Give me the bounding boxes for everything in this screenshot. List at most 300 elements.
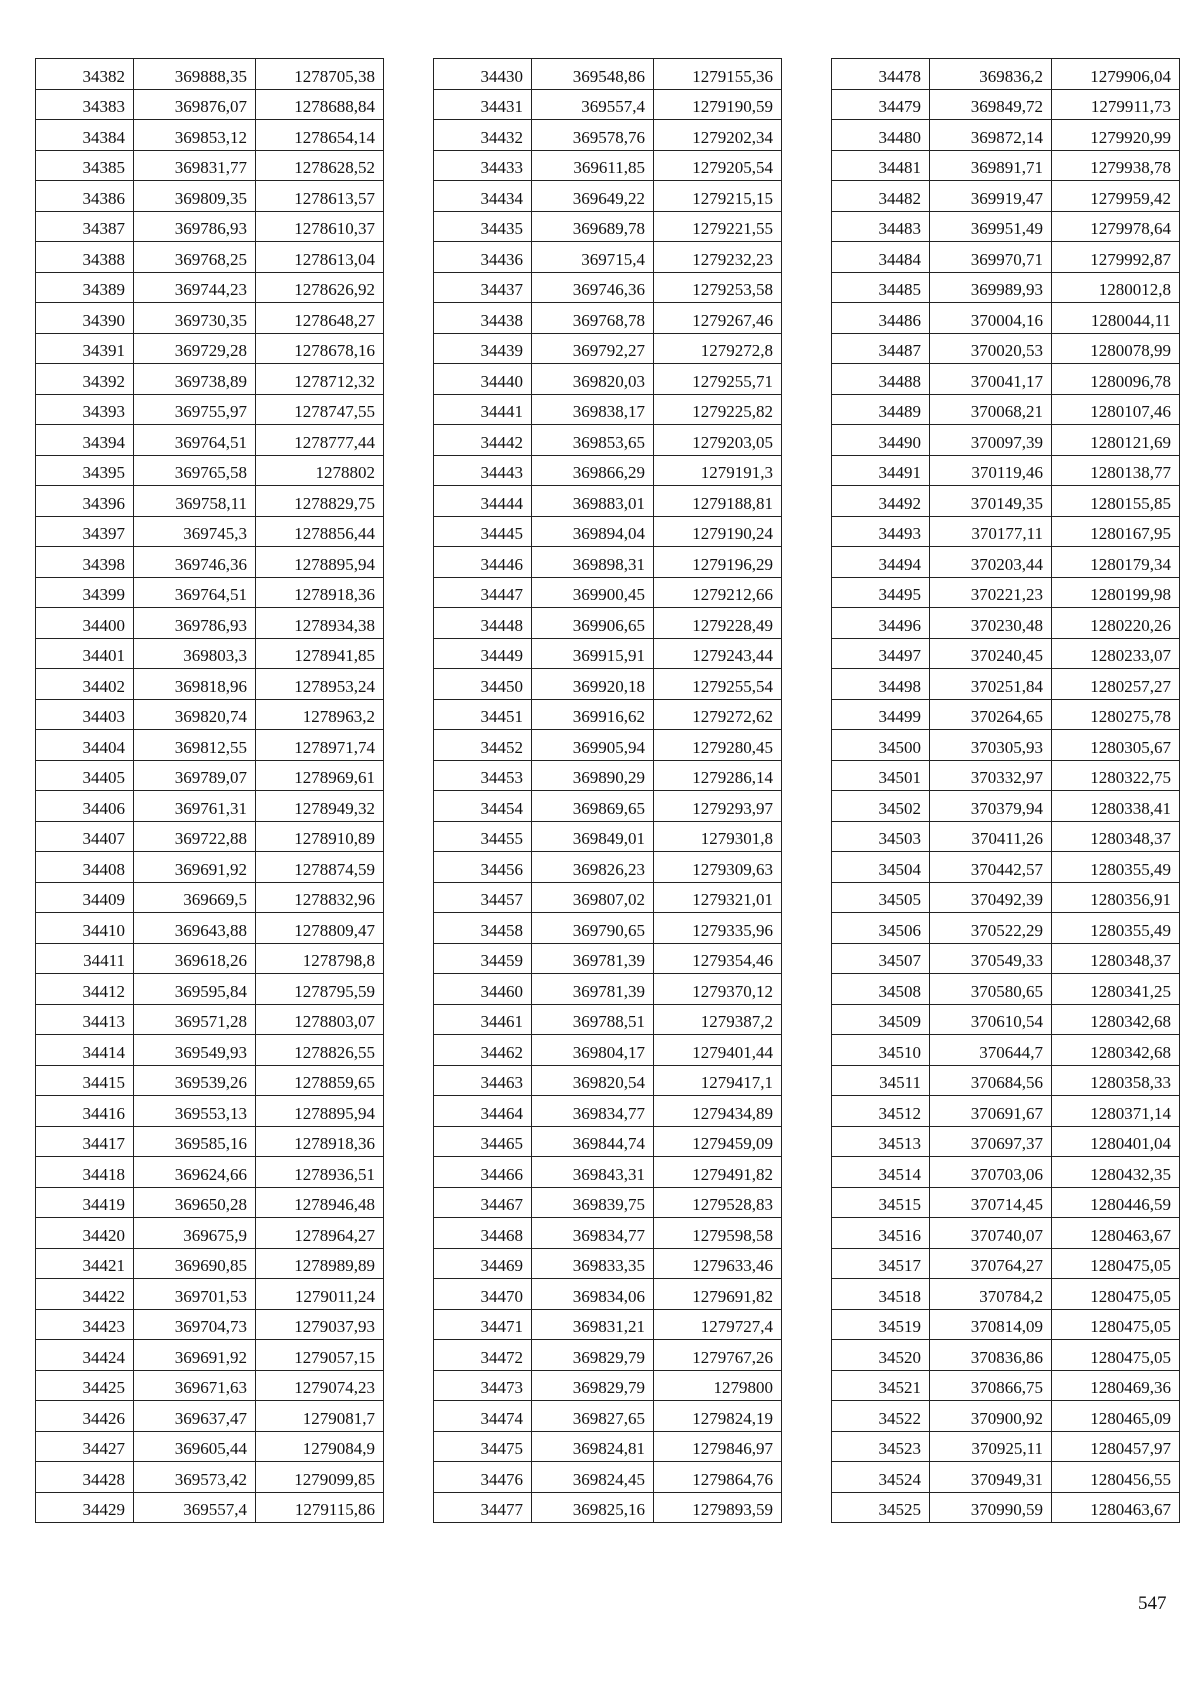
- x-coordinate-cell: 369761,31: [134, 791, 256, 822]
- point-number-cell: 34502: [832, 791, 930, 822]
- y-coordinate-cell: 1279370,12: [654, 974, 782, 1005]
- y-coordinate-cell: 1279354,46: [654, 943, 782, 974]
- point-number-cell: 34436: [434, 242, 532, 273]
- x-coordinate-cell: 370379,94: [930, 791, 1052, 822]
- point-number-cell: 34476: [434, 1462, 532, 1493]
- table-row: [832, 1096, 1180, 1127]
- x-coordinate-cell: 370610,54: [930, 1004, 1052, 1035]
- table-row: [434, 791, 782, 822]
- x-coordinate-cell: 369618,26: [134, 943, 256, 974]
- table-row: [434, 1096, 782, 1127]
- x-coordinate-cell: 370814,09: [930, 1309, 1052, 1340]
- x-coordinate-cell: 369764,51: [134, 577, 256, 608]
- table-row: [434, 1004, 782, 1035]
- x-coordinate-cell: 369853,65: [532, 425, 654, 456]
- table-row: [832, 1035, 1180, 1066]
- point-number-cell: 34384: [36, 120, 134, 151]
- x-coordinate-cell: 370697,37: [930, 1126, 1052, 1157]
- point-number-cell: 34442: [434, 425, 532, 456]
- point-number-cell: 34488: [832, 364, 930, 395]
- table-row: [434, 303, 782, 334]
- point-number-cell: 34485: [832, 272, 930, 303]
- point-number-cell: 34429: [36, 1492, 134, 1523]
- x-coordinate-cell: 370004,16: [930, 303, 1052, 334]
- point-number-cell: 34389: [36, 272, 134, 303]
- table-row: [434, 730, 782, 761]
- table-row: [832, 1462, 1180, 1493]
- x-coordinate-cell: 369548,86: [532, 59, 654, 90]
- y-coordinate-cell: 1279255,71: [654, 364, 782, 395]
- point-number-cell: 34388: [36, 242, 134, 273]
- y-coordinate-cell: 1280371,14: [1052, 1096, 1180, 1127]
- y-coordinate-cell: 1278969,61: [256, 760, 384, 791]
- x-coordinate-cell: 369755,97: [134, 394, 256, 425]
- table-row: [36, 272, 384, 303]
- table-row: [832, 638, 1180, 669]
- point-number-cell: 34439: [434, 333, 532, 364]
- x-coordinate-cell: 369900,45: [532, 577, 654, 608]
- x-coordinate-cell: 370764,27: [930, 1248, 1052, 1279]
- table-row: [832, 394, 1180, 425]
- y-coordinate-cell: 1278895,94: [256, 547, 384, 578]
- x-coordinate-cell: 369883,01: [532, 486, 654, 517]
- point-number-cell: 34424: [36, 1340, 134, 1371]
- x-coordinate-cell: 370866,75: [930, 1370, 1052, 1401]
- point-number-cell: 34494: [832, 547, 930, 578]
- table-row: [36, 181, 384, 212]
- y-coordinate-cell: 1280475,05: [1052, 1248, 1180, 1279]
- y-coordinate-cell: 1278963,2: [256, 699, 384, 730]
- point-number-cell: 34495: [832, 577, 930, 608]
- table-row: [434, 1340, 782, 1371]
- table-row: [434, 1248, 782, 1279]
- x-coordinate-cell: 370068,21: [930, 394, 1052, 425]
- point-number-cell: 34401: [36, 638, 134, 669]
- table-row: [434, 181, 782, 212]
- x-coordinate-cell: 369849,01: [532, 821, 654, 852]
- table-row: [832, 669, 1180, 700]
- y-coordinate-cell: 1278688,84: [256, 89, 384, 120]
- point-number-cell: 34434: [434, 181, 532, 212]
- table-row: [832, 59, 1180, 90]
- table-row: [434, 150, 782, 181]
- point-number-cell: 34444: [434, 486, 532, 517]
- point-number-cell: 34430: [434, 59, 532, 90]
- y-coordinate-cell: 1279057,15: [256, 1340, 384, 1371]
- point-number-cell: 34454: [434, 791, 532, 822]
- y-coordinate-cell: 1279864,76: [654, 1462, 782, 1493]
- x-coordinate-cell: 369919,47: [930, 181, 1052, 212]
- table-row: [36, 1248, 384, 1279]
- y-coordinate-cell: 1279286,14: [654, 760, 782, 791]
- y-coordinate-cell: 1278946,48: [256, 1187, 384, 1218]
- x-coordinate-cell: 369765,58: [134, 455, 256, 486]
- point-number-cell: 34499: [832, 699, 930, 730]
- table-row: [832, 882, 1180, 913]
- y-coordinate-cell: 1279335,96: [654, 913, 782, 944]
- x-coordinate-cell: 369869,65: [532, 791, 654, 822]
- y-coordinate-cell: 1278802: [256, 455, 384, 486]
- point-number-cell: 34413: [36, 1004, 134, 1035]
- point-number-cell: 34400: [36, 608, 134, 639]
- x-coordinate-cell: 369824,45: [532, 1462, 654, 1493]
- point-number-cell: 34477: [434, 1492, 532, 1523]
- y-coordinate-cell: 1279232,23: [654, 242, 782, 273]
- x-coordinate-cell: 370549,33: [930, 943, 1052, 974]
- table-row: [36, 1401, 384, 1432]
- x-coordinate-cell: 369888,35: [134, 59, 256, 90]
- x-coordinate-cell: 370251,84: [930, 669, 1052, 700]
- point-number-cell: 34514: [832, 1157, 930, 1188]
- y-coordinate-cell: 1279906,04: [1052, 59, 1180, 90]
- x-coordinate-cell: 369768,25: [134, 242, 256, 273]
- y-coordinate-cell: 1280358,33: [1052, 1065, 1180, 1096]
- x-coordinate-cell: 369701,53: [134, 1279, 256, 1310]
- table-row: [434, 272, 782, 303]
- x-coordinate-cell: 370442,57: [930, 852, 1052, 883]
- point-number-cell: 34412: [36, 974, 134, 1005]
- table-row: [434, 120, 782, 151]
- table-row: [36, 730, 384, 761]
- point-number-cell: 34490: [832, 425, 930, 456]
- table-row: [36, 1279, 384, 1310]
- table-row: [434, 669, 782, 700]
- y-coordinate-cell: 1279387,2: [654, 1004, 782, 1035]
- x-coordinate-cell: 369827,65: [532, 1401, 654, 1432]
- y-coordinate-cell: 1279155,36: [654, 59, 782, 90]
- point-number-cell: 34458: [434, 913, 532, 944]
- point-number-cell: 34441: [434, 394, 532, 425]
- y-coordinate-cell: 1280275,78: [1052, 699, 1180, 730]
- x-coordinate-cell: 369789,07: [134, 760, 256, 791]
- y-coordinate-cell: 1279221,55: [654, 211, 782, 242]
- x-coordinate-cell: 369876,07: [134, 89, 256, 120]
- x-coordinate-cell: 369781,39: [532, 974, 654, 1005]
- table-row: [434, 455, 782, 486]
- x-coordinate-cell: 369872,14: [930, 120, 1052, 151]
- point-number-cell: 34383: [36, 89, 134, 120]
- table-row: [36, 1126, 384, 1157]
- x-coordinate-cell: 370836,86: [930, 1340, 1052, 1371]
- table-row: [36, 425, 384, 456]
- point-number-cell: 34487: [832, 333, 930, 364]
- x-coordinate-cell: 370522,29: [930, 913, 1052, 944]
- point-number-cell: 34473: [434, 1370, 532, 1401]
- y-coordinate-cell: 1279824,19: [654, 1401, 782, 1432]
- y-coordinate-cell: 1280199,98: [1052, 577, 1180, 608]
- x-coordinate-cell: 369916,62: [532, 699, 654, 730]
- x-coordinate-cell: 370492,39: [930, 882, 1052, 913]
- point-number-cell: 34410: [36, 913, 134, 944]
- table-row: [832, 181, 1180, 212]
- point-number-cell: 34433: [434, 150, 532, 181]
- y-coordinate-cell: 1278712,32: [256, 364, 384, 395]
- x-coordinate-cell: 369833,35: [532, 1248, 654, 1279]
- table-row: [36, 516, 384, 547]
- x-coordinate-cell: 369853,12: [134, 120, 256, 151]
- y-coordinate-cell: 1278747,55: [256, 394, 384, 425]
- y-coordinate-cell: 1278859,65: [256, 1065, 384, 1096]
- point-number-cell: 34507: [832, 943, 930, 974]
- x-coordinate-cell: 369812,55: [134, 730, 256, 761]
- table-row: [36, 1035, 384, 1066]
- x-coordinate-cell: 369804,17: [532, 1035, 654, 1066]
- y-coordinate-cell: 1278613,57: [256, 181, 384, 212]
- x-coordinate-cell: 369553,13: [134, 1096, 256, 1127]
- point-number-cell: 34460: [434, 974, 532, 1005]
- x-coordinate-cell: 369691,92: [134, 1340, 256, 1371]
- y-coordinate-cell: 1279215,15: [654, 181, 782, 212]
- table-row: [36, 120, 384, 151]
- point-number-cell: 34435: [434, 211, 532, 242]
- table-row: [36, 913, 384, 944]
- point-number-cell: 34408: [36, 852, 134, 883]
- point-number-cell: 34462: [434, 1035, 532, 1066]
- point-number-cell: 34467: [434, 1187, 532, 1218]
- y-coordinate-cell: 1278918,36: [256, 1126, 384, 1157]
- point-number-cell: 34426: [36, 1401, 134, 1432]
- x-coordinate-cell: 369839,75: [532, 1187, 654, 1218]
- point-number-cell: 34438: [434, 303, 532, 334]
- coordinates-table-1: [35, 58, 384, 1523]
- table-row: [832, 1431, 1180, 1462]
- x-coordinate-cell: 370925,11: [930, 1431, 1052, 1462]
- y-coordinate-cell: 1279691,82: [654, 1279, 782, 1310]
- page-number: 547: [1138, 1593, 1167, 1614]
- point-number-cell: 34482: [832, 181, 930, 212]
- y-coordinate-cell: 1280044,11: [1052, 303, 1180, 334]
- x-coordinate-cell: 370332,97: [930, 760, 1052, 791]
- x-coordinate-cell: 369792,27: [532, 333, 654, 364]
- point-number-cell: 34516: [832, 1218, 930, 1249]
- y-coordinate-cell: 1278934,38: [256, 608, 384, 639]
- x-coordinate-cell: 369585,16: [134, 1126, 256, 1157]
- table-row: [36, 455, 384, 486]
- y-coordinate-cell: 1279293,97: [654, 791, 782, 822]
- point-number-cell: 34448: [434, 608, 532, 639]
- y-coordinate-cell: 1278971,74: [256, 730, 384, 761]
- x-coordinate-cell: 370221,23: [930, 577, 1052, 608]
- y-coordinate-cell: 1280355,49: [1052, 913, 1180, 944]
- y-coordinate-cell: 1279434,89: [654, 1096, 782, 1127]
- point-number-cell: 34422: [36, 1279, 134, 1310]
- point-number-cell: 34440: [434, 364, 532, 395]
- y-coordinate-cell: 1279846,97: [654, 1431, 782, 1462]
- x-coordinate-cell: 369675,9: [134, 1218, 256, 1249]
- point-number-cell: 34505: [832, 882, 930, 913]
- point-number-cell: 34423: [36, 1309, 134, 1340]
- x-coordinate-cell: 370097,39: [930, 425, 1052, 456]
- point-number-cell: 34393: [36, 394, 134, 425]
- table-row: [36, 1096, 384, 1127]
- x-coordinate-cell: 369671,63: [134, 1370, 256, 1401]
- point-number-cell: 34443: [434, 455, 532, 486]
- point-number-cell: 34466: [434, 1157, 532, 1188]
- table-row: [36, 1431, 384, 1462]
- table-row: [434, 364, 782, 395]
- table-row: [434, 394, 782, 425]
- x-coordinate-cell: 369595,84: [134, 974, 256, 1005]
- y-coordinate-cell: 1279893,59: [654, 1492, 782, 1523]
- point-number-cell: 34510: [832, 1035, 930, 1066]
- table-row: [434, 1431, 782, 1462]
- point-number-cell: 34518: [832, 1279, 930, 1310]
- point-number-cell: 34406: [36, 791, 134, 822]
- x-coordinate-cell: 370900,92: [930, 1401, 1052, 1432]
- x-coordinate-cell: 370264,65: [930, 699, 1052, 730]
- x-coordinate-cell: 369539,26: [134, 1065, 256, 1096]
- x-coordinate-cell: 369809,35: [134, 181, 256, 212]
- point-number-cell: 34493: [832, 516, 930, 547]
- point-number-cell: 34484: [832, 242, 930, 273]
- y-coordinate-cell: 1279401,44: [654, 1035, 782, 1066]
- x-coordinate-cell: 369920,18: [532, 669, 654, 700]
- point-number-cell: 34483: [832, 211, 930, 242]
- x-coordinate-cell: 370230,48: [930, 608, 1052, 639]
- y-coordinate-cell: 1279225,82: [654, 394, 782, 425]
- table-row: [832, 425, 1180, 456]
- point-number-cell: 34431: [434, 89, 532, 120]
- y-coordinate-cell: 1280401,04: [1052, 1126, 1180, 1157]
- y-coordinate-cell: 1278895,94: [256, 1096, 384, 1127]
- point-number-cell: 34425: [36, 1370, 134, 1401]
- table-row: [36, 1187, 384, 1218]
- table-row: [434, 59, 782, 90]
- x-coordinate-cell: 370411,26: [930, 821, 1052, 852]
- point-number-cell: 34451: [434, 699, 532, 730]
- x-coordinate-cell: 369691,92: [134, 852, 256, 883]
- table-row: [832, 1309, 1180, 1340]
- y-coordinate-cell: 1279272,8: [654, 333, 782, 364]
- x-coordinate-cell: 370240,45: [930, 638, 1052, 669]
- table-row: [434, 1218, 782, 1249]
- point-number-cell: 34478: [832, 59, 930, 90]
- point-number-cell: 34511: [832, 1065, 930, 1096]
- x-coordinate-cell: 369898,31: [532, 547, 654, 578]
- x-coordinate-cell: 369807,02: [532, 882, 654, 913]
- table-row: [832, 1279, 1180, 1310]
- table-row: [36, 882, 384, 913]
- y-coordinate-cell: 1279190,59: [654, 89, 782, 120]
- table-row: [36, 547, 384, 578]
- table-row: [434, 577, 782, 608]
- y-coordinate-cell: 1279191,3: [654, 455, 782, 486]
- table-row: [832, 120, 1180, 151]
- point-number-cell: 34456: [434, 852, 532, 883]
- point-number-cell: 34432: [434, 120, 532, 151]
- point-number-cell: 34421: [36, 1248, 134, 1279]
- table-row: [434, 1157, 782, 1188]
- table-row: [434, 1370, 782, 1401]
- point-number-cell: 34508: [832, 974, 930, 1005]
- x-coordinate-cell: 370714,45: [930, 1187, 1052, 1218]
- coordinates-table-3: [831, 58, 1180, 1523]
- x-coordinate-cell: 369905,94: [532, 730, 654, 761]
- x-coordinate-cell: 369729,28: [134, 333, 256, 364]
- table-row: [832, 1126, 1180, 1157]
- x-coordinate-cell: 369849,72: [930, 89, 1052, 120]
- x-coordinate-cell: 369831,77: [134, 150, 256, 181]
- y-coordinate-cell: 1280257,27: [1052, 669, 1180, 700]
- x-coordinate-cell: 369790,65: [532, 913, 654, 944]
- y-coordinate-cell: 1278610,37: [256, 211, 384, 242]
- table-row: [36, 1462, 384, 1493]
- x-coordinate-cell: 369758,11: [134, 486, 256, 517]
- point-number-cell: 34407: [36, 821, 134, 852]
- y-coordinate-cell: 1279243,44: [654, 638, 782, 669]
- y-coordinate-cell: 1280338,41: [1052, 791, 1180, 822]
- y-coordinate-cell: 1279212,66: [654, 577, 782, 608]
- y-coordinate-cell: 1278829,75: [256, 486, 384, 517]
- table-row: [434, 882, 782, 913]
- x-coordinate-cell: 369826,23: [532, 852, 654, 883]
- table-row: [832, 547, 1180, 578]
- point-number-cell: 34512: [832, 1096, 930, 1127]
- table-row: [36, 150, 384, 181]
- coordinates-table-2: [433, 58, 782, 1523]
- y-coordinate-cell: 1279727,4: [654, 1309, 782, 1340]
- table-row: [832, 333, 1180, 364]
- point-number-cell: 34519: [832, 1309, 930, 1340]
- y-coordinate-cell: 1279255,54: [654, 669, 782, 700]
- point-number-cell: 34521: [832, 1370, 930, 1401]
- x-coordinate-cell: 369844,74: [532, 1126, 654, 1157]
- table-row: [434, 211, 782, 242]
- point-number-cell: 34497: [832, 638, 930, 669]
- x-coordinate-cell: 369890,29: [532, 760, 654, 791]
- x-coordinate-cell: 369829,79: [532, 1370, 654, 1401]
- table-row: [36, 669, 384, 700]
- point-number-cell: 34405: [36, 760, 134, 791]
- table-row: [832, 852, 1180, 883]
- x-coordinate-cell: 369690,85: [134, 1248, 256, 1279]
- x-coordinate-cell: 369745,3: [134, 516, 256, 547]
- y-coordinate-cell: 1280342,68: [1052, 1035, 1180, 1066]
- x-coordinate-cell: 369669,5: [134, 882, 256, 913]
- y-coordinate-cell: 1280457,97: [1052, 1431, 1180, 1462]
- table-row: [36, 364, 384, 395]
- y-coordinate-cell: 1279280,45: [654, 730, 782, 761]
- point-number-cell: 34492: [832, 486, 930, 517]
- point-number-cell: 34411: [36, 943, 134, 974]
- point-number-cell: 34468: [434, 1218, 532, 1249]
- table-row: [434, 913, 782, 944]
- x-coordinate-cell: 369611,85: [532, 150, 654, 181]
- y-coordinate-cell: 1279196,29: [654, 547, 782, 578]
- x-coordinate-cell: 369557,4: [134, 1492, 256, 1523]
- y-coordinate-cell: 1278809,47: [256, 913, 384, 944]
- point-number-cell: 34437: [434, 272, 532, 303]
- y-coordinate-cell: 1278964,27: [256, 1218, 384, 1249]
- y-coordinate-cell: 1279978,64: [1052, 211, 1180, 242]
- point-number-cell: 34397: [36, 516, 134, 547]
- point-number-cell: 34498: [832, 669, 930, 700]
- table-row: [434, 1492, 782, 1523]
- x-coordinate-cell: 369573,42: [134, 1462, 256, 1493]
- y-coordinate-cell: 1280138,77: [1052, 455, 1180, 486]
- point-number-cell: 34486: [832, 303, 930, 334]
- y-coordinate-cell: 1280475,05: [1052, 1279, 1180, 1310]
- point-number-cell: 34464: [434, 1096, 532, 1127]
- table-row: [832, 1157, 1180, 1188]
- x-coordinate-cell: 370580,65: [930, 974, 1052, 1005]
- y-coordinate-cell: 1280465,09: [1052, 1401, 1180, 1432]
- point-number-cell: 34472: [434, 1340, 532, 1371]
- table-row: [434, 943, 782, 974]
- table-row: [832, 272, 1180, 303]
- y-coordinate-cell: 1279959,42: [1052, 181, 1180, 212]
- point-number-cell: 34399: [36, 577, 134, 608]
